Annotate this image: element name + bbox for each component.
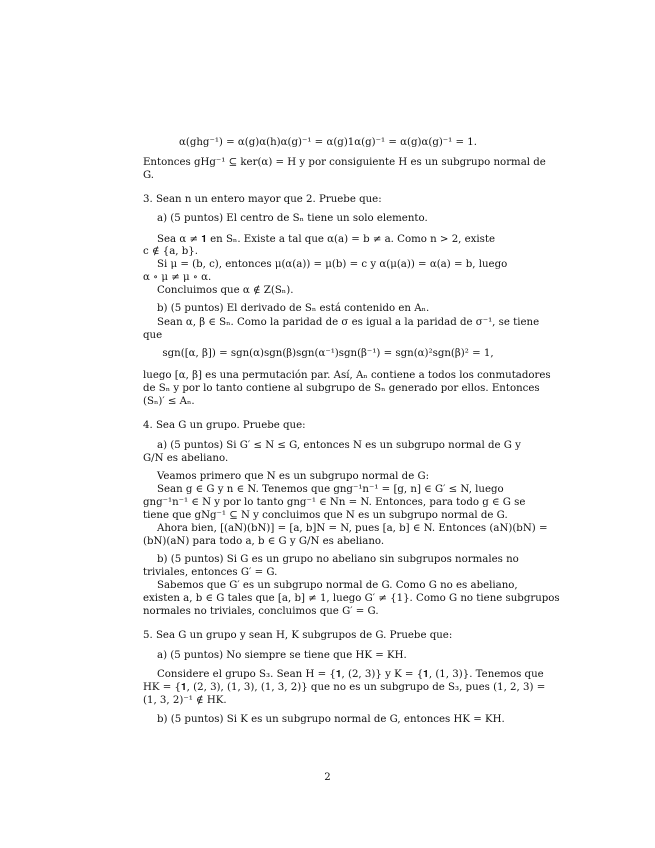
equation-line: α(ghg⁻¹) = α(g)α(h)α(g)⁻¹ = α(g)1α(g)⁻¹ = α(g)α(g)⁻¹ = 1. [178, 137, 478, 148]
text-line: Ahora bien, [(aN)(bN)] = [a, b]N = N, pues [a, b] ∈ N. Entonces (aN)(bN) = [157, 523, 548, 534]
text-line: Concluimos que α ∉ Z(Sₙ). [157, 285, 294, 296]
equation-line: sgn([α, β]) = sgn(α)sgn(β)sgn(α⁻¹)sgn(β⁻¹) = sgn(α)²sgn(β)² = 1, [162, 348, 494, 359]
page-number: 2 [324, 772, 331, 783]
text-line: Sea α ≠ 𝟏 en Sₙ. Existe a tal que α(a) = b ≠ a. Como n > 2, existe [157, 234, 496, 245]
text-line: α ∘ μ ≠ μ ∘ α. [143, 272, 212, 283]
text-line: Si μ = (b, c), entonces μ(α(a)) = μ(b) = c y α(μ(a)) = α(a) = b, luego [157, 259, 508, 270]
text-line: HK = {𝟏, (2, 3), (1, 3), (1, 3, 2)} que no es un subgrupo de S₃, pues (1, 2, 3) = [143, 682, 546, 693]
text-line: Sean α, β ∈ Sₙ. Como la paridad de σ es igual a la paridad de σ⁻¹, se tiene [157, 317, 540, 328]
subproblem-heading: b) (5 puntos) Si K es un subgrupo normal de G, entonces HK = KH. [157, 714, 505, 725]
text-line: que [143, 330, 163, 341]
text-line: Considere el grupo S₃. Sean H = {𝟏, (2, 3)} y K = {𝟏, (1, 3)}. Tenemos que [157, 669, 544, 680]
text-line: gng⁻¹n⁻¹ ∈ N y por lo tanto gng⁻¹ ∈ Nn = N. Entonces, para todo g ∈ G se [143, 497, 526, 508]
text-line: Sabemos que G′ es un subgrupo normal de G. Como G no es abeliano, [157, 580, 518, 591]
text-line: c ∉ {a, b}. [143, 246, 198, 257]
text-line: (Sₙ)′ ≤ Aₙ. [143, 396, 195, 407]
text-line: G. [143, 170, 155, 181]
subproblem-heading: a) (5 puntos) Si G′ ≤ N ≤ G, entonces N es un subgrupo normal de G y [157, 440, 521, 451]
text-line: tiene que gNg⁻¹ ⊆ N y concluimos que N es un subgrupo normal de G. [143, 510, 508, 521]
text-line: Entonces gHg⁻¹ ⊆ ker(α) = H y por consiguiente H es un subgrupo normal de [143, 157, 546, 168]
text-line: normales no triviales, concluimos que G′ = G. [143, 606, 379, 617]
subproblem-heading: b) (5 puntos) El derivado de Sₙ está contenido en Aₙ. [157, 303, 430, 314]
problem-heading: 5. Sea G un grupo y sean H, K subgrupos de G. Pruebe que: [143, 630, 453, 641]
text-line: de Sₙ y por lo tanto contiene al subgrupo de Sₙ generado por ellos. Entonces [143, 383, 540, 394]
text-line: existen a, b ∈ G tales que [a, b] ≠ 1, luego G′ ≠ {1}. Como G no tiene subgrupos [143, 593, 560, 604]
text-line: triviales, entonces G′ = G. [143, 567, 278, 578]
text-line: (bN)(aN) para todo a, b ∈ G y G/N es abeliano. [143, 536, 385, 547]
text-line: luego [α, β] es una permutación par. Así, Aₙ contiene a todos los conmutadores [143, 370, 551, 381]
text-line: Veamos primero que N es un subgrupo normal de G: [157, 471, 430, 482]
subproblem-heading: a) (5 puntos) El centro de Sₙ tiene un solo elemento. [157, 213, 428, 224]
text-line: (1, 3, 2)⁻¹ ∉ HK. [143, 695, 227, 706]
problem-heading: 4. Sea G un grupo. Pruebe que: [143, 420, 306, 431]
text-line: G/N es abeliano. [143, 453, 229, 464]
subproblem-heading: a) (5 puntos) No siempre se tiene que HK = KH. [157, 650, 407, 661]
subproblem-heading: b) (5 puntos) Si G es un grupo no abeliano sin subgrupos normales no [157, 554, 519, 565]
problem-heading: 3. Sean n un entero mayor que 2. Pruebe que: [143, 194, 382, 205]
text-line: Sean g ∈ G y n ∈ N. Tenemos que gng⁻¹n⁻¹ = [g, n] ∈ G′ ≤ N, luego [157, 484, 504, 495]
